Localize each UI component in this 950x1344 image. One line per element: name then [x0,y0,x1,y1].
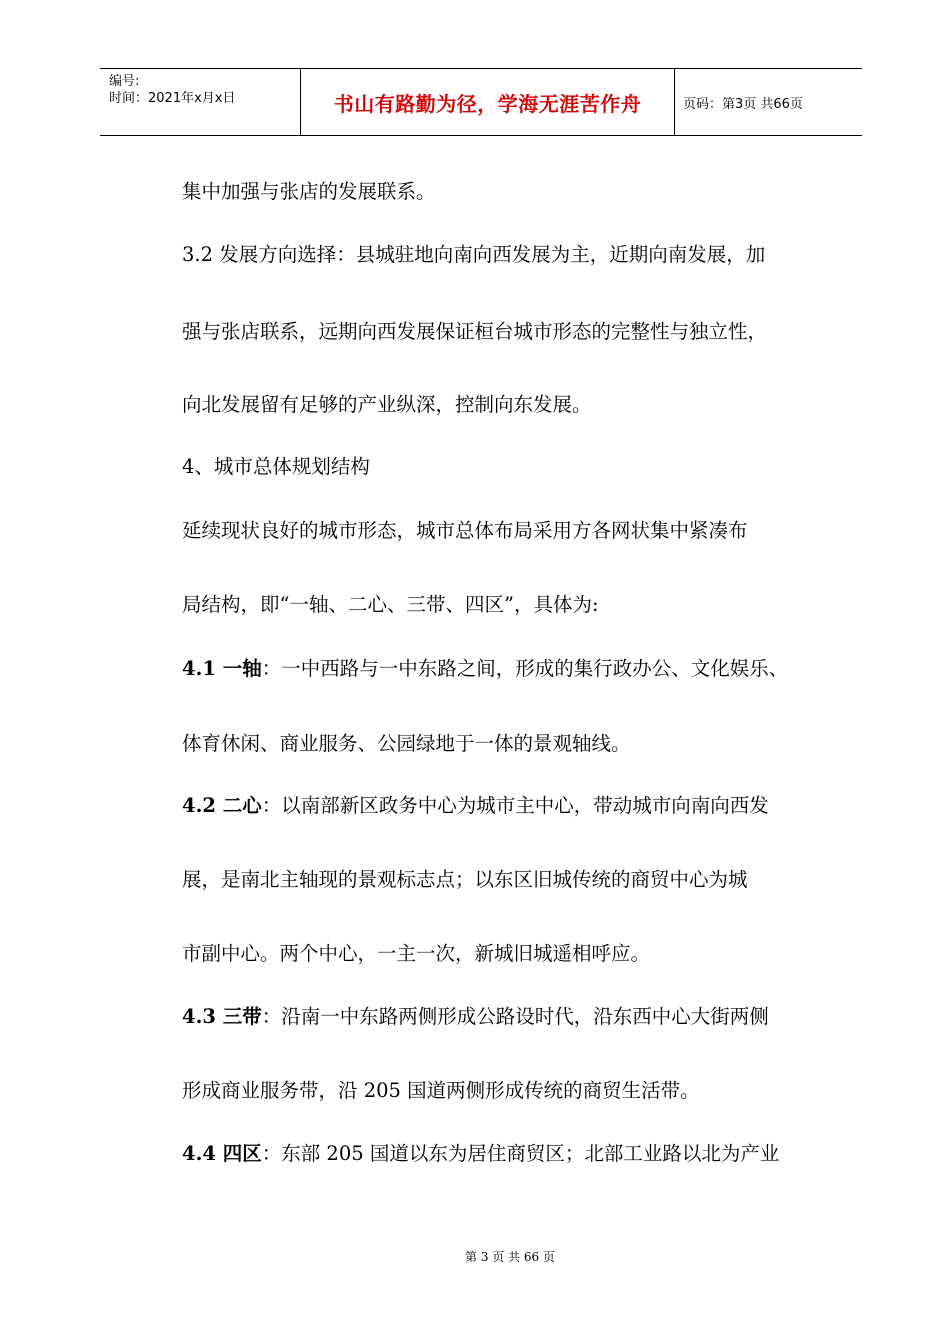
body-line: 体育休闲、商业服务、公园绿地于一体的景观轴线。 [182,732,631,755]
item-text: ：以南部新区政务中心为城市主中心，带动城市向南向西发 [261,794,769,817]
item-text: ：一中西路与一中东路之间，形成的集行政办公、文化娱乐、 [261,657,789,680]
body-line: 延续现状良好的城市形态，城市总体布局采用方各网状集中紧凑布 [182,519,748,542]
date-label: 时间：2021年x月x日 [109,91,236,106]
body-line [182,657,788,681]
body-line [182,794,769,818]
item-text: ：东部 205 国道以东为居住商贸区；北部工业路以北为产业 [261,1142,780,1165]
body-line: 展，是南北主轴现的景观标志点；以东区旧城传统的商贸中心为城 [182,868,748,891]
header-page-number: 页码：第3页 共66页 [683,96,803,112]
body-line: 市副中心。两个中心，一主一次，新城旧城遥相呼应。 [182,942,651,965]
item-heading: 4.4 四区 [182,1142,262,1165]
item-heading: 4.1 一轴 [182,657,262,680]
page-footer: 第 3 页 共 66 页 [465,1250,555,1264]
body-line: 形成商业服务带，沿 205 国道两侧形成传统的商贸生活带。 [182,1079,700,1102]
item-heading: 4.2 二心 [182,794,262,817]
item-text: ：沿南一中东路两侧形成公路设时代，沿东西中心大街两侧 [261,1005,769,1028]
section-heading: 4、城市总体规划结构 [182,455,370,478]
body-line [182,1005,769,1029]
body-line: 集中加强与张店的发展联系。 [182,180,436,203]
header-meta-cell [100,69,301,135]
body-line: 局结构，即“一轴、二心、三带、四区”，具体为: [182,593,599,616]
item-heading: 4.3 三带 [182,1005,262,1028]
body-line [182,1142,779,1166]
body-line: 3.2 发展方向选择：县城驻地向南向西发展为主，近期向南发展，加 [182,243,766,266]
serial-number-label: 编号: [109,74,140,89]
body-line: 向北发展留有足够的产业纵深，控制向东发展。 [182,393,592,416]
page-header [100,68,862,136]
header-motto: 书山有路勤为径，学海无涯苦作舟 [301,69,675,135]
body-line: 强与张店联系，远期向西发展保证桓台城市形态的完整性与独立性， [182,320,768,343]
